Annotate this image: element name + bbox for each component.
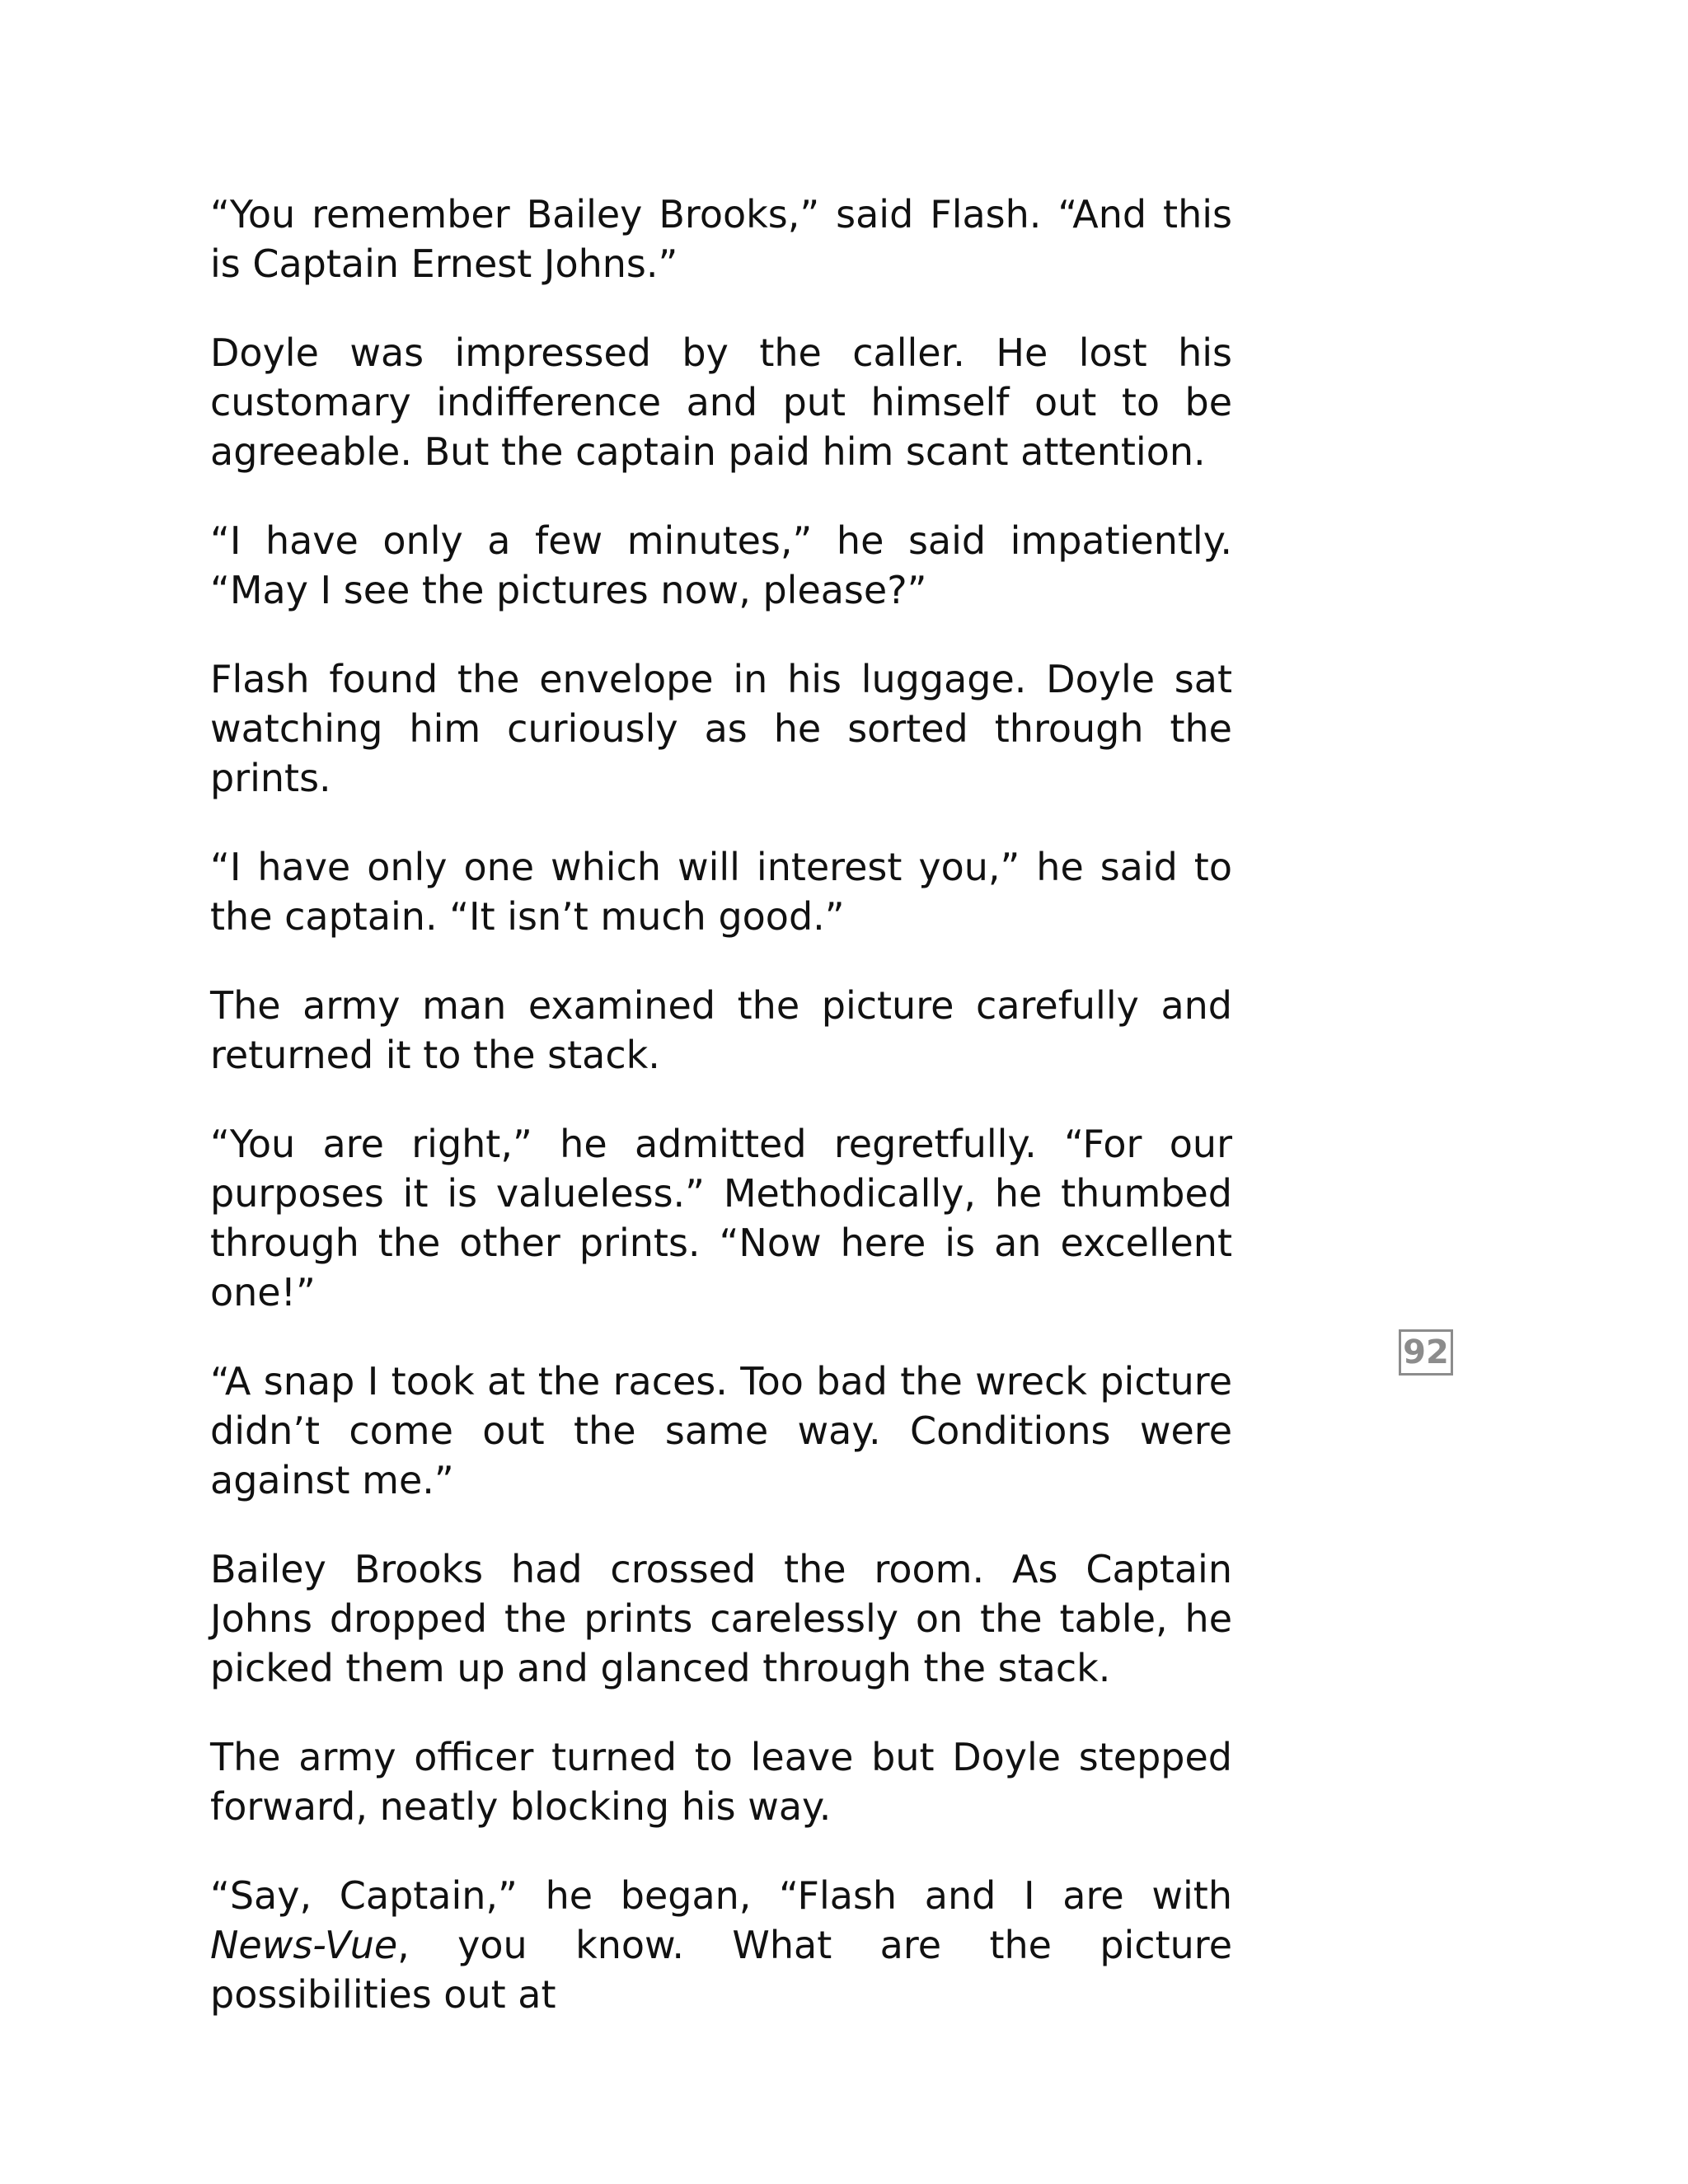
body-text xyxy=(210,190,1232,2059)
paragraph-text: , you know. What are the picture possibilities out at xyxy=(210,1923,1232,2017)
paragraph: Flash found the envelope in his luggage. Doyle sat watching him curiously as he sorted through the prints. xyxy=(210,657,1232,800)
paragraph: “A snap I took at the races. Too bad the wreck picture didn’t come out the same way. Conditions were against me.” xyxy=(210,1359,1232,1502)
paragraph: The army man examined the picture carefully and returned it to the stack. xyxy=(210,983,1232,1077)
paragraph-text: “Say, Captain,” he began, “Flash and I are with xyxy=(210,1873,1232,1918)
paragraph: “I have only a few minutes,” he said impatiently. “May I see the pictures now, please?” xyxy=(210,518,1232,612)
paragraph: “You are right,” he admitted regretfully. “For our purposes it is valueless.” Methodically, he thumbed through the other prints. “Now here is an excellent one!” xyxy=(210,1122,1232,1315)
page-number-badge: 92 xyxy=(1399,1329,1453,1376)
paragraph: Doyle was impressed by the caller. He lost his customary indifference and put himself out to be agreeable. But the captain paid him scant attention. xyxy=(210,330,1232,474)
paragraph: Bailey Brooks had crossed the room. As Captain Johns dropped the prints carelessly on the table, he picked them up and glanced through the stack. xyxy=(210,1547,1232,1690)
magazine-title: News-Vue xyxy=(210,1923,398,1967)
paragraph: “You remember Bailey Brooks,” said Flash. “And this is Captain Ernest Johns.” xyxy=(210,192,1232,286)
paragraph: The army officer turned to leave but Doyle stepped forward, neatly blocking his way. xyxy=(210,1735,1232,1829)
paragraph-last xyxy=(210,1871,1232,2019)
paragraph: “I have only one which will interest you,” he said to the captain. “It isn’t much good.” xyxy=(210,845,1232,939)
